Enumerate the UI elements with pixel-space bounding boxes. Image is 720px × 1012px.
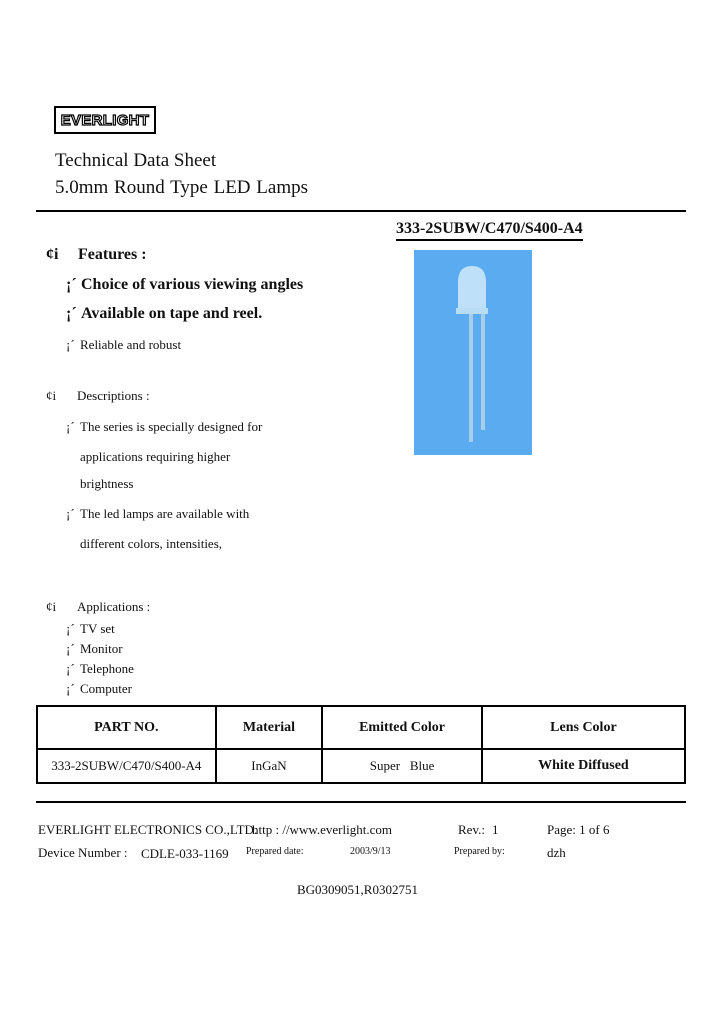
applications-bullet: ¢i [46,599,57,614]
description-2-line-1: The led lamps are available with [80,506,250,521]
footer-company: EVERLIGHT ELECTRONICS CO.,LTD. [38,822,258,837]
feature-item-3: Reliable and robust [80,337,182,352]
led-product-photo [414,250,532,455]
document-title: Technical Data Sheet [55,150,217,171]
everlight-logo [54,106,156,134]
footer-divider [36,801,686,803]
table-row [37,749,685,783]
application-item-3: Telephone [80,661,134,676]
cell-part-no: 333-2SUBW/C470/S400-A4 [37,749,216,783]
feature-bullet-3: ¡´ [66,337,75,352]
footer-rev-label: Rev.: [458,822,485,837]
descriptions-bullet: ¢i [46,388,57,403]
header-divider [36,210,686,212]
feature-item-1: Choice of various viewing angles [81,276,304,293]
application-bullet-3: ¡´ [66,661,75,676]
table-header-row [37,706,685,749]
feature-bullet-2: ¡´ [66,305,77,322]
descriptions-heading: Descriptions : [77,388,150,403]
header-part-no: PART NO. [37,706,216,749]
header-emitted-color: Emitted Color [322,706,481,749]
document-subtitle: 5.0mm Round Type LED Lamps [55,177,308,198]
feature-bullet-1: ¡´ [66,276,77,293]
applications-heading: Applications : [77,599,151,614]
description-2-line-2: different colors, intensities, [80,536,223,551]
application-bullet-1: ¡´ [66,621,75,636]
description-bullet-2: ¡´ [66,506,75,521]
footer-page: Page: 1 of 6 [547,822,610,837]
description-1-line-3: brightness [80,476,134,491]
led-lamp-illustration [414,250,532,455]
description-1-line-2: applications requiring higher [80,449,231,464]
application-bullet-4: ¡´ [66,681,75,696]
footer-prepared-by-label: Prepared by: [454,846,505,857]
footer-prepared-date-label: Prepared date: [246,846,304,857]
features-heading: Features : [78,246,147,263]
cell-material: InGaN [216,749,323,783]
footer-rev-value: 1 [492,822,499,837]
footer-prepared-by: dzh [547,845,566,860]
feature-item-2: Available on tape and reel. [81,305,263,322]
footer-prepared-date: 2003/9/13 [350,846,391,857]
application-item-1: TV set [80,621,115,636]
features-bullet: ¢i [46,246,59,263]
cell-emitted-color: Super Blue [322,749,481,783]
footer-device-number: CDLE-033-1169 [141,846,229,861]
description-1-line-1: The series is specially designed for [80,419,263,434]
logo-text: EVERLIGHT [60,111,150,129]
header-lens-color: Lens Color [482,706,685,749]
header-material: Material [216,706,323,749]
footer-doc-code: BG0309051,R0302751 [297,882,418,897]
application-item-2: Monitor [80,641,123,656]
part-spec-table [36,705,686,784]
application-bullet-2: ¡´ [66,641,75,656]
footer-url: http : //www.everlight.com [252,822,392,837]
cell-lens-color: White Diffused [482,749,685,783]
description-bullet-1: ¡´ [66,419,75,434]
part-number-heading: 333-2SUBW/C470/S400-A4 [396,220,583,241]
footer-device-label: Device Number : [38,845,128,860]
application-item-4: Computer [80,681,132,696]
